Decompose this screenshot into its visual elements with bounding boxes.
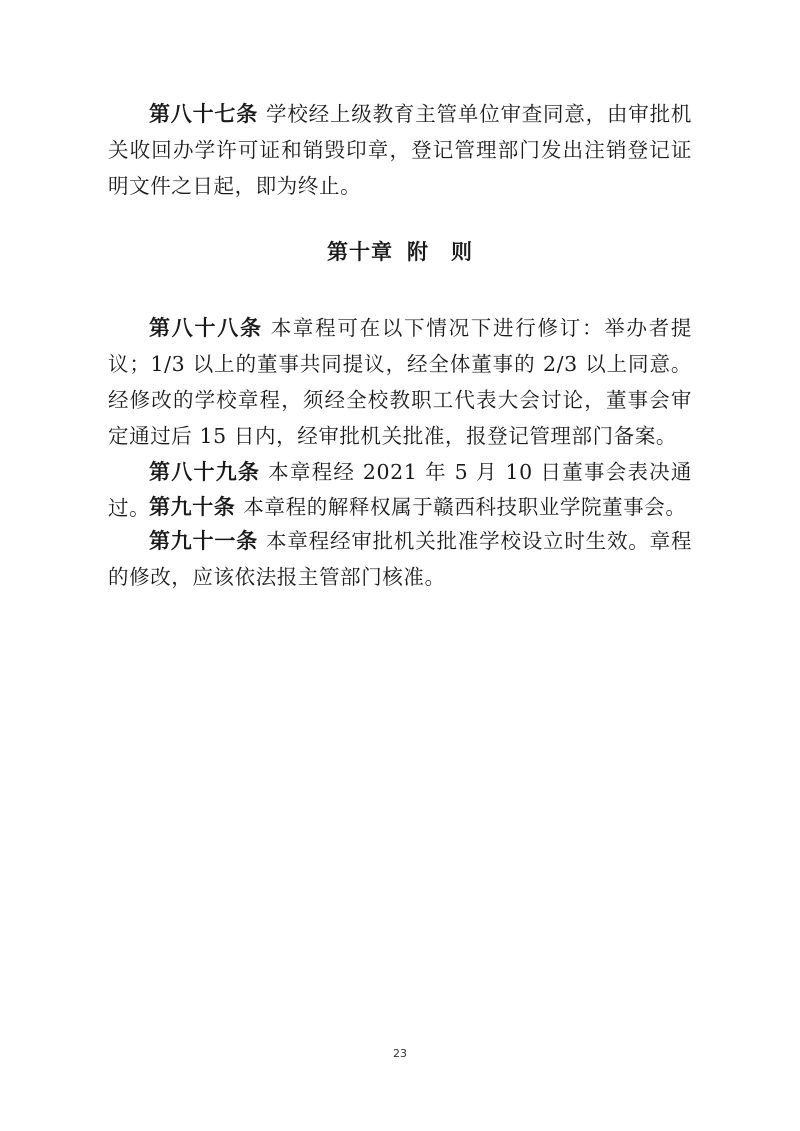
article-91-title: 第九十一条	[149, 529, 259, 553]
chapter-number: 第十章	[327, 240, 393, 264]
article-91-text: 本章程经审批机关批准学校设立时生效。章程的修改，应该依法报主管部门核准。	[108, 529, 693, 589]
article-87-title: 第八十七条	[149, 102, 259, 126]
chapter-heading	[0, 236, 800, 266]
page-number: 23	[393, 1047, 407, 1060]
article-89-title: 第八十九条	[149, 460, 261, 484]
article-87-text: 学校经上级教育主管单位审查同意，由审批机关收回办学许可证和销毁印章，登记管理部门发出注销登记证明文件之日起，即为终止。	[108, 102, 693, 198]
chapter-name-part2: 则	[451, 240, 473, 264]
article-90-title: 第九十条	[149, 495, 236, 519]
article-88-text: 本章程可在以下情况下进行修订：举办者提议；1/3 以上的董事共同提议，经全体董事的 2/3 以上同意。经修改的学校章程，须经全校教职工代表大会讨论，董事会审定通过后 15 日内，经审批机关批准，报登记管理部门备案。	[108, 316, 693, 448]
article-88-title: 第八十八条	[149, 316, 263, 340]
article-89-text: 本章程经 2021 年 5 月 10 日董事会表决通过。	[108, 460, 693, 520]
article-91	[108, 523, 692, 595]
chapter-name-part1: 附	[407, 240, 429, 264]
article-90-text: 本章程的解释权属于赣西科技职业学院董事会。	[243, 495, 687, 519]
article-90	[108, 489, 692, 525]
article-88	[108, 310, 692, 454]
article-87	[108, 96, 692, 204]
